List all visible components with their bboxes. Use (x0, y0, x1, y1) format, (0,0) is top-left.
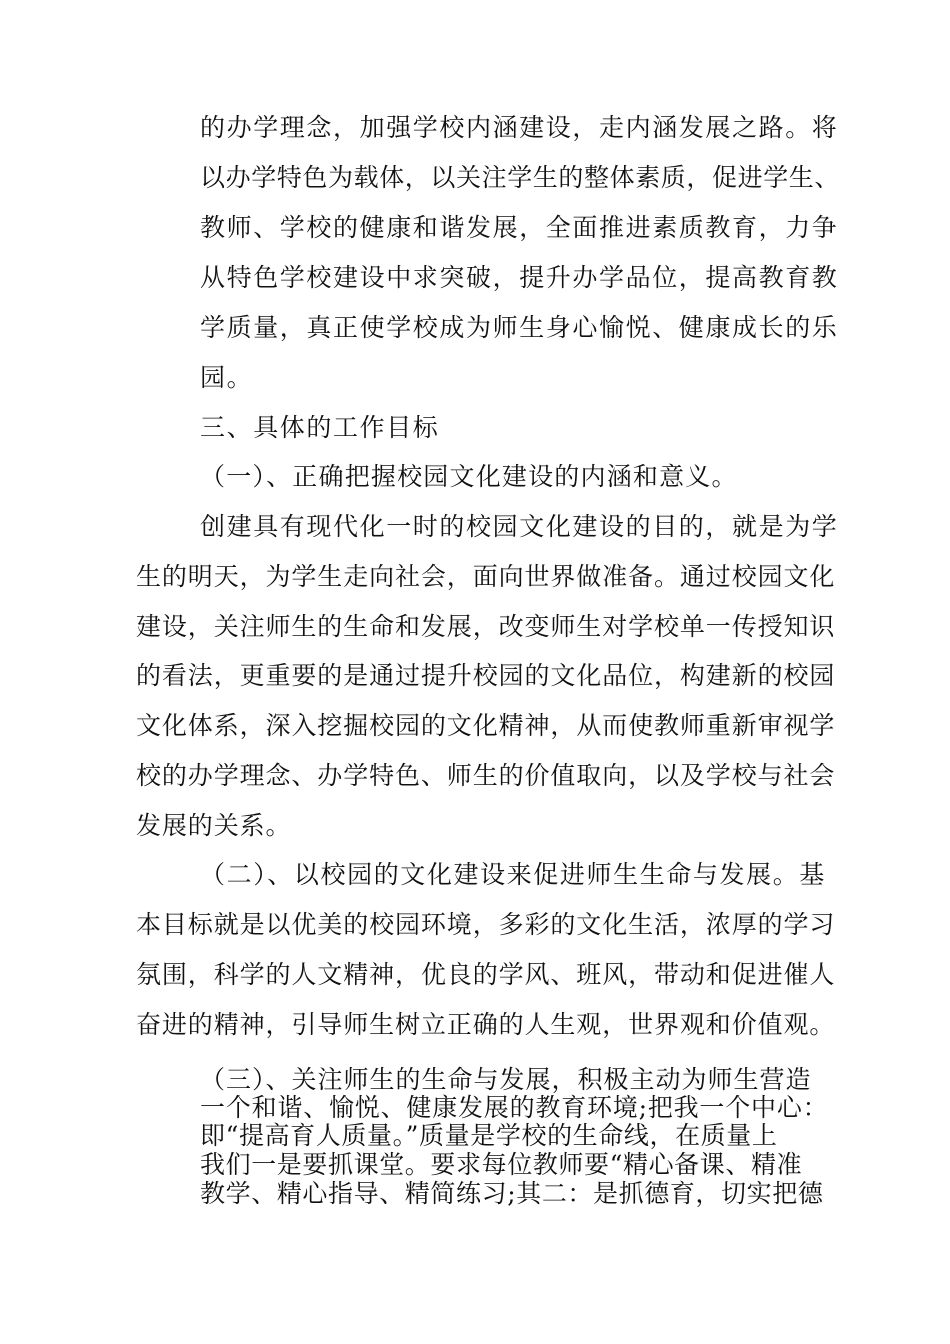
text-line: 以办学特色为载体，以关注学生的整体素质，促进学生、 (200, 163, 841, 192)
text-line: 校的办学理念、办学特色、师生的价值取向，以及学校与社会 (136, 761, 836, 790)
text-line: 本目标就是以优美的校园环境，多彩的文化生活，浓厚的学习 (136, 910, 836, 939)
text-line: 创建具有现代化一时的校园文化建设的目的，就是为学 (200, 512, 839, 541)
text-line: 文化体系，深入挖掘校园的文化精神，从而使教师重新审视学 (136, 711, 836, 740)
text-line: 园。 (200, 363, 254, 392)
text-line: 的看法，更重要的是通过提升校园的文化品位，构建新的校园 (136, 661, 836, 690)
subsection-heading: （一）、正确把握校园文化建设的内涵和意义。 (200, 462, 738, 491)
text-line: 氛围，科学的人文精神，优良的学风、班风，带动和促进催人 (136, 960, 836, 989)
text-line: 从特色学校建设中求突破，提升办学品位，提高教育教 (200, 263, 839, 292)
text-line: 发展的关系。 (136, 811, 292, 840)
text-line: 一个和谐、愉悦、健康发展的教育环境;把我一个中心： (200, 1093, 829, 1122)
text-line: 教师、学校的健康和谐发展，全面推进素质教育，力争 (200, 213, 839, 242)
text-line: 学质量，真正使学校成为师生身心愉悦、健康成长的乐 (200, 313, 839, 342)
text-line: 的办学理念，加强学校内涵建设，走内涵发展之路。将 (200, 113, 839, 142)
text-line: 生的明天，为学生走向社会，面向世界做准备。通过校园文化 (136, 562, 836, 591)
subsection-heading: （二）、以校园的文化建设来促进师生生命与发展。基 (200, 860, 826, 889)
text-line: 教学、精心指导、精简练习;其二：是抓德育，切实把德 (200, 1179, 824, 1208)
subsection-heading: （三）、关注师生的生命与发展，积极主动为师生营造 (200, 1065, 812, 1094)
section-heading: 三、具体的工作目标 (200, 413, 440, 442)
text-line: 建设，关注师生的生命和发展，改变师生对学校单一传授知识 (136, 612, 836, 641)
text-line: 奋进的精神，引导师生树立正确的人生观，世界观和价值观。 (136, 1010, 836, 1039)
text-line: 我们一是要抓课堂。要求每位教师要“精心备课、精准 (200, 1150, 803, 1179)
text-line: 即“提高育人质量。”质量是学校的生命线，在质量上 (200, 1121, 778, 1150)
